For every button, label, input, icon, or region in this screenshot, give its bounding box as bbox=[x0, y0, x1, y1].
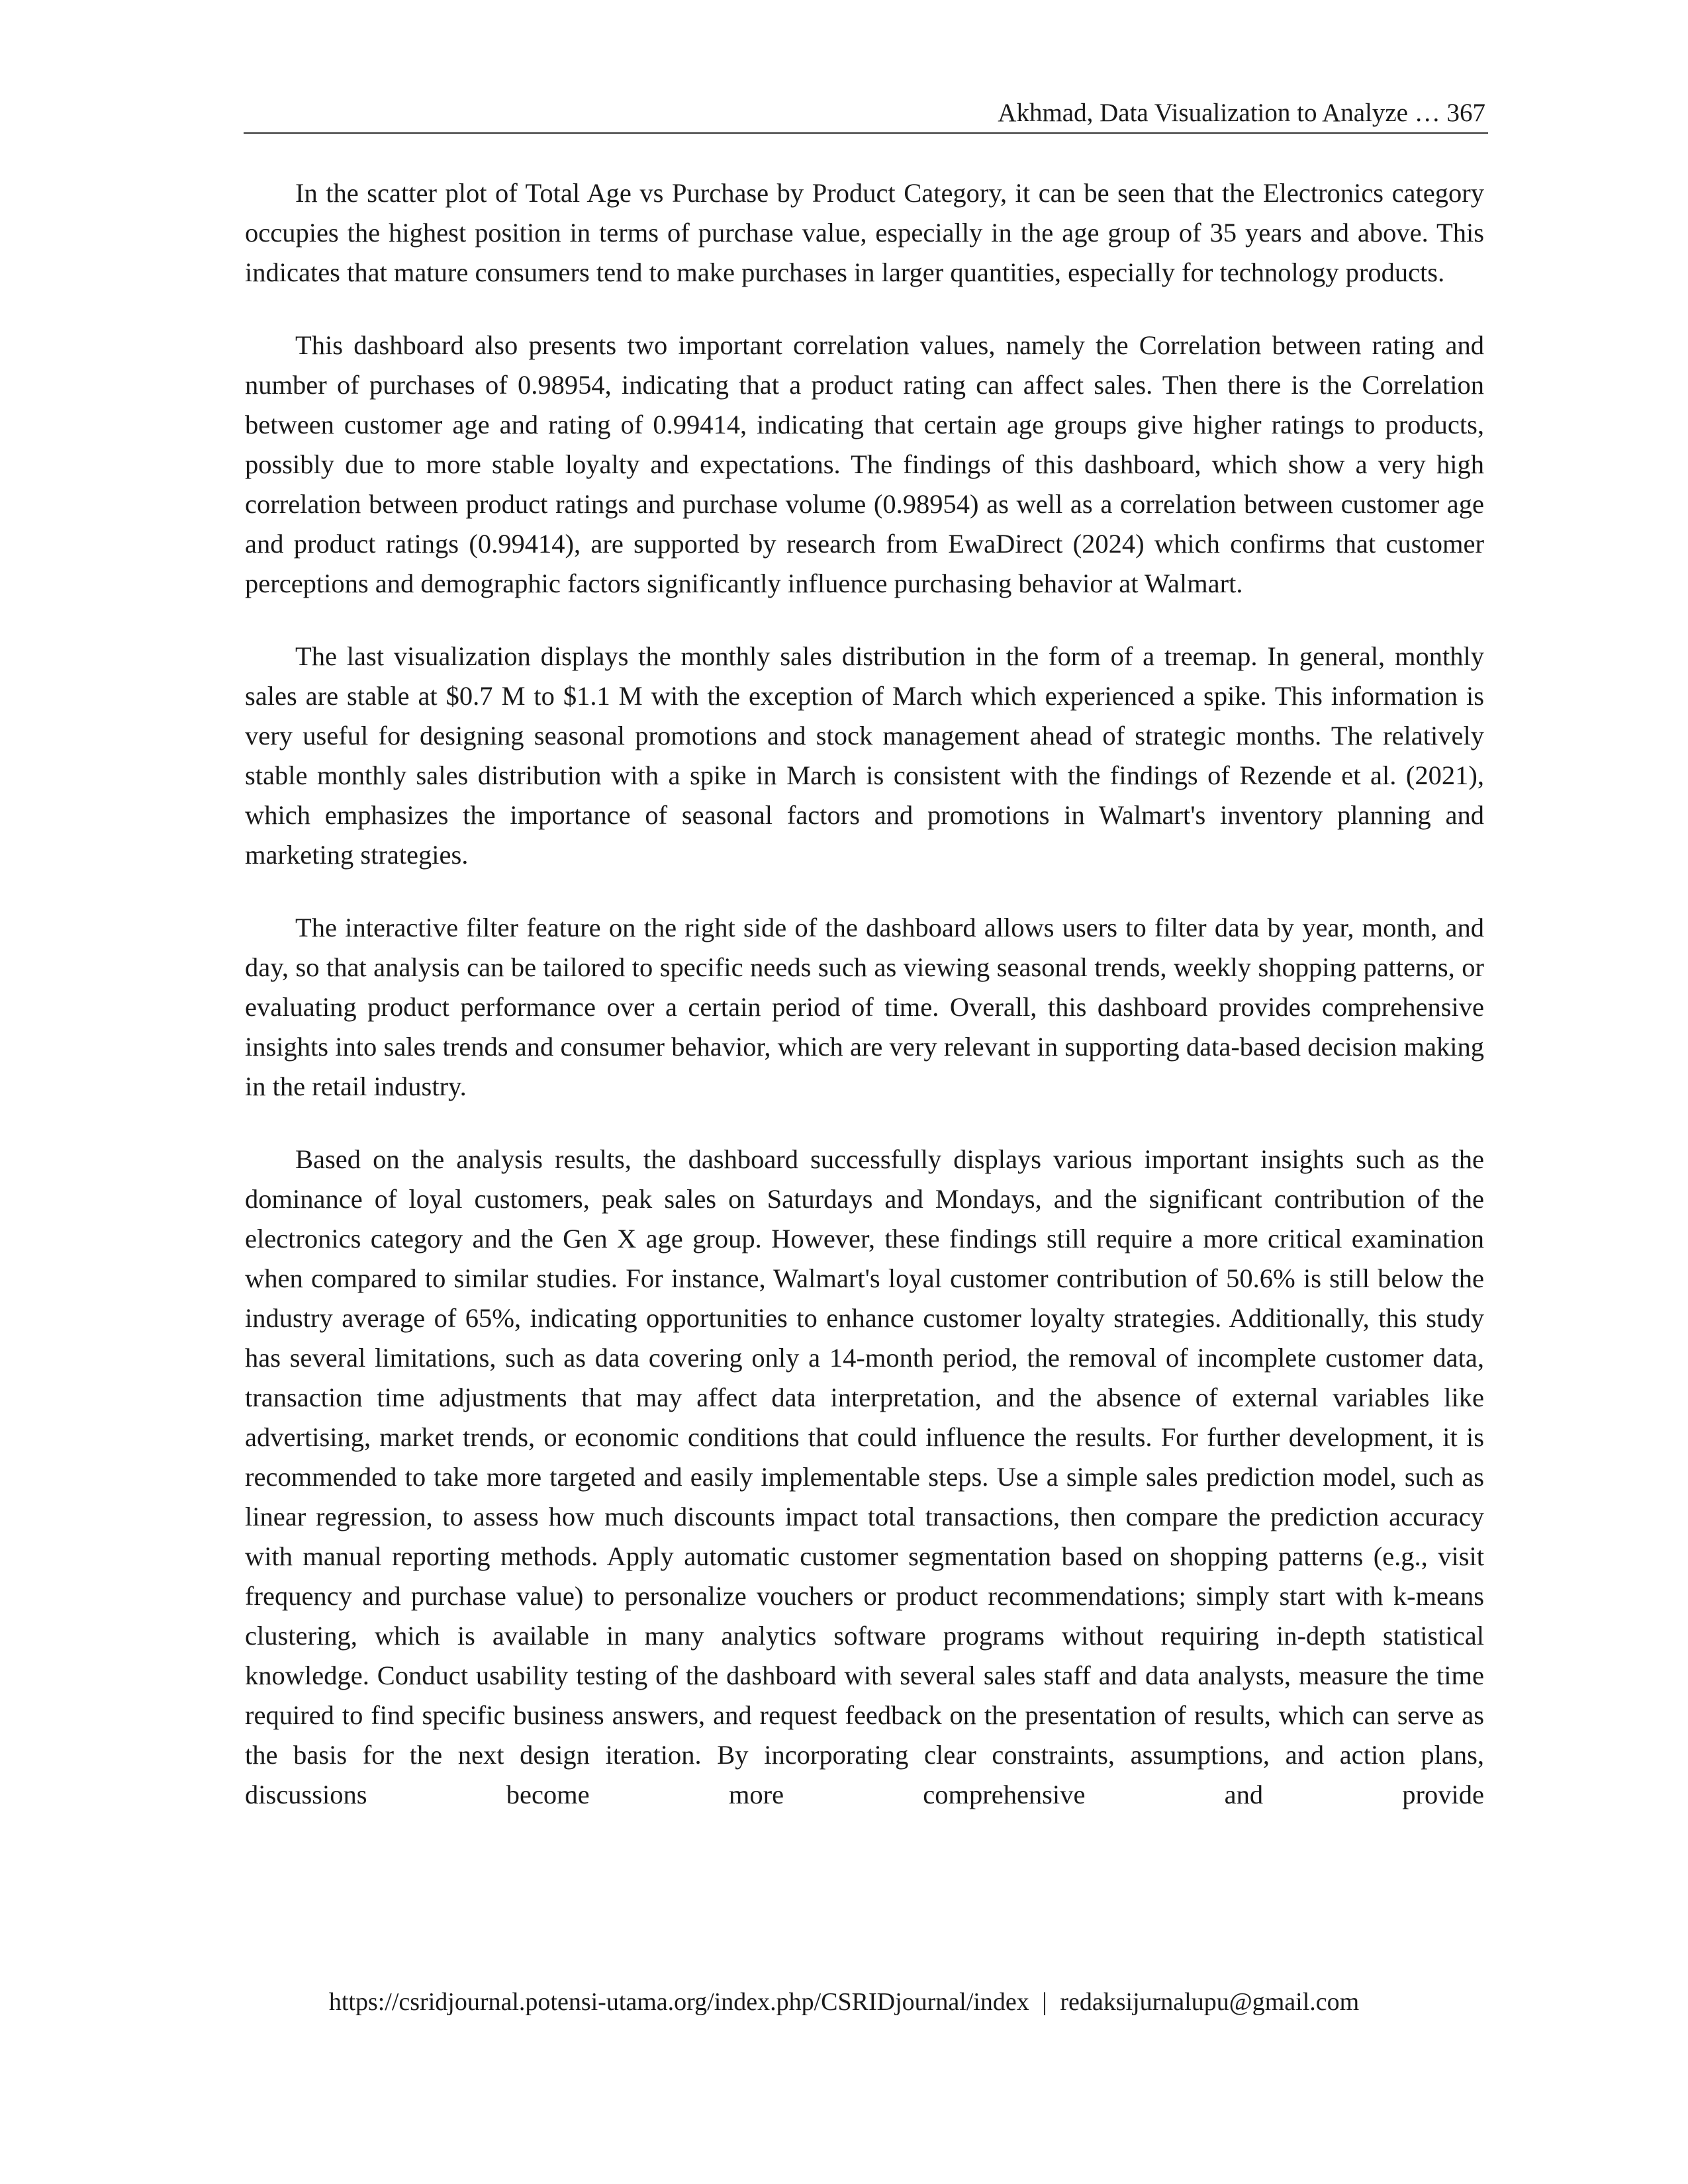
page-footer bbox=[0, 1985, 1688, 2019]
footer-separator: | bbox=[1042, 1988, 1047, 2016]
running-header bbox=[244, 93, 1488, 134]
paragraph-correlation: This dashboard also presents two important correlation values, namely the Correlation between rating and number of purchases of 0.98954, indicating that a product rating can affect sales. Then there is the Correlation between customer age and rating of 0.99414, indicating that certain age groups give higher ratings to products, possibly due to more stable loyalty and expectations. The findings of this dashboard, which show a very high correlation between product ratings and purchase volume (0.98954) as well as a correlation between customer age and product ratings (0.99414), are supported by research from EwaDirect (2024) which confirms that customer perceptions and demographic factors significantly influence purchasing behavior at Walmart. bbox=[245, 330, 1484, 598]
footer-journal-url[interactable]: https://csridjournal.potensi-utama.org/index.php/CSRIDjournal/index bbox=[328, 1988, 1029, 2016]
paragraph-interactive-filter: The interactive filter feature on the right side of the dashboard allows users to filter data by year, month, and day, so that analysis can be tailored to specific needs such as viewing seasonal trends, weekly shopping patterns, or evaluating product performance over a certain period of time. Overall, this dashboard provides comprehensive insights into sales trends and consumer behavior, which are very relevant in supporting data-based decision making in the retail industry. bbox=[245, 913, 1484, 1101]
paragraph-scatter-plot: In the scatter plot of Total Age vs Purchase by Product Category, it can be seen that the Electronics category occupies the highest position in terms of purchase value, especially in the age group of 35 years and above. This indicates that mature consumers tend to make purchases in larger quantities, especially for technology products. bbox=[245, 178, 1484, 287]
paragraph-analysis-results: Based on the analysis results, the dashboard successfully displays various important insights such as the dominance of loyal customers, peak sales on Saturdays and Mondays, and the significant contribution of the electronics category and the Gen X age group. However, these findings still require a more critical examination when compared to similar studies. For instance, Walmart's loyal customer contribution of 50.6% is still below the industry average of 65%, indicating opportunities to enhance customer loyalty strategies. Additionally, this study has several limitations, such as data covering only a 14-month period, the removal of incomplete customer data, transaction time adjustments that may affect data interpretation, and the absence of external variables like advertising, market trends, or economic conditions that could influence the results. For further development, it is recommended to take more targeted and easily implementable steps. Use a simple sales prediction model, such as linear regression, to assess how much discounts impact total transactions, then compare the prediction accuracy with manual reporting methods. Apply automatic customer segmentation based on shopping patterns (e.g., visit frequency and purchase value) to personalize vouchers or product recommendations; simply start with k-means clustering, which is available in many analytics software programs without requiring in-depth statistical knowledge. Conduct usability testing of the dashboard with several sales staff and data analysts, measure the time required to find specific business answers, and request feedback on the presentation of results, which can serve as the basis for the next design iteration. By incorporating clear constraints, assumptions, and action plans, discussions become more comprehensive and provide bbox=[245, 1144, 1484, 1809]
footer-email[interactable]: redaksijurnalupu@gmail.com bbox=[1060, 1988, 1360, 2016]
running-head-text: Akhmad, Data Visualization to Analyze … 367 bbox=[998, 99, 1485, 127]
paragraph-treemap: The last visualization displays the monthly sales distribution in the form of a treemap. In general, monthly sales are stable at $0.7 M to $1.1 M with the exception of March which experienced a spike. This information is very useful for designing seasonal promotions and stock management ahead of strategic months. The relatively stable monthly sales distribution with a spike in March is consistent with the findings of Rezende et al. (2021), which emphasizes the importance of seasonal factors and promotions in Walmart's inventory planning and marketing strategies. bbox=[245, 641, 1484, 870]
article-body bbox=[245, 173, 1484, 1848]
